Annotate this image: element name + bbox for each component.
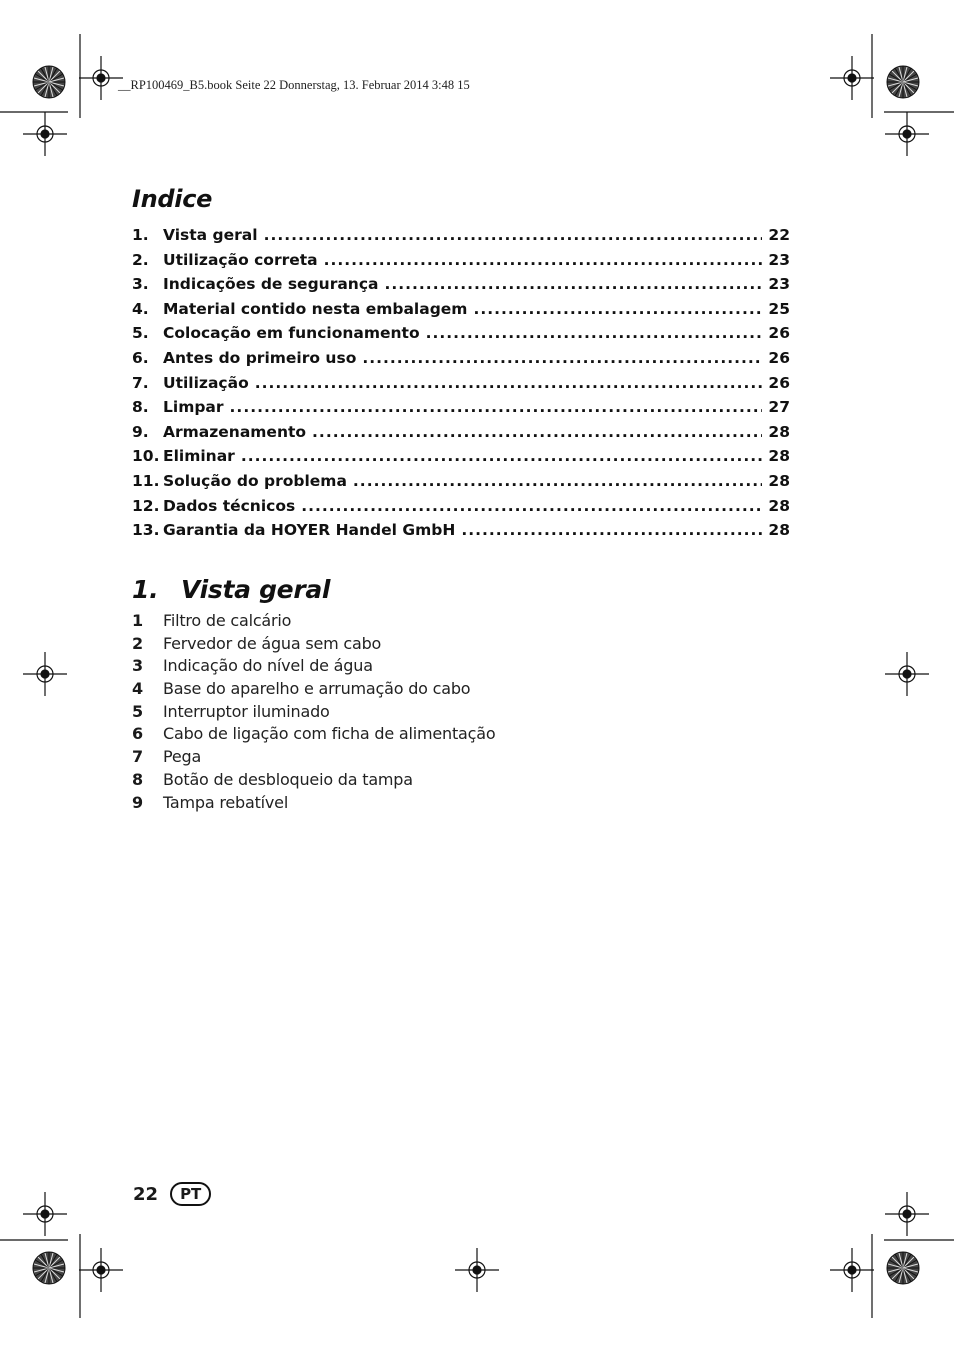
toc-entry-number: 7. (132, 373, 149, 392)
toc-leader-dots (324, 251, 762, 269)
toc-leader-dots (461, 521, 762, 539)
toc-entry (132, 349, 790, 374)
part-number: 6 (132, 724, 144, 744)
toc-entry-number: 8. (132, 398, 149, 417)
part-label: Tampa rebatível (163, 792, 289, 812)
language-badge: PT (170, 1182, 211, 1206)
toc-leader-dots (264, 226, 762, 244)
toc-entry-title: Antes do primeiro uso (163, 348, 357, 367)
part-item (132, 634, 495, 657)
toc-entry (132, 472, 790, 497)
toc-entry-number: 6. (132, 348, 149, 367)
toc-entry-title: Armazenamento (163, 422, 307, 441)
page-number: 22 (133, 1183, 159, 1205)
toc-entry (132, 521, 790, 546)
part-number: 4 (132, 679, 144, 699)
part-item (132, 656, 495, 679)
toc-entry-page: 22 (768, 226, 790, 244)
toc-entry-title: Utilização (163, 373, 249, 392)
toc-title: Indice (132, 185, 213, 213)
table-of-contents (132, 226, 790, 546)
toc-entry-page: 27 (768, 398, 790, 417)
toc-entry-title: Indicações de segurança (163, 275, 379, 294)
part-number: 7 (132, 747, 144, 767)
part-label: Pega (163, 747, 202, 767)
part-label: Base do aparelho e arrumação do cabo (163, 679, 471, 699)
toc-entry (132, 275, 790, 300)
toc-entry-number: 1. (132, 226, 149, 244)
part-item (132, 724, 495, 747)
color-registration-wheel (887, 66, 919, 98)
color-registration-wheel (33, 1252, 65, 1284)
toc-leader-dots (230, 398, 762, 416)
toc-entry (132, 324, 790, 349)
part-item (132, 793, 495, 816)
toc-entry-number: 9. (132, 422, 149, 441)
part-item (132, 747, 495, 770)
toc-entry-title: Colocação em funcionamento (163, 324, 420, 343)
toc-entry (132, 398, 790, 423)
part-item (132, 679, 495, 702)
toc-entry-page: 28 (768, 447, 790, 466)
part-number: 5 (132, 701, 144, 721)
toc-entry-page: 26 (768, 324, 790, 343)
part-item (132, 611, 495, 634)
part-number: 3 (132, 656, 144, 676)
toc-entry (132, 497, 790, 522)
toc-entry (132, 300, 790, 325)
toc-leader-dots (362, 349, 762, 367)
toc-entry (132, 226, 790, 251)
toc-entry-number: 12. (132, 496, 160, 515)
toc-entry-title: Solução do problema (163, 471, 347, 490)
overview-number: 1. (132, 575, 159, 604)
part-label: Filtro de calcário (163, 611, 292, 630)
toc-entry-page: 28 (768, 471, 790, 490)
toc-entry (132, 423, 790, 448)
toc-entry-page: 28 (768, 496, 790, 515)
part-label: Indicação do nível de água (163, 656, 373, 676)
part-number: 2 (132, 633, 144, 653)
overview-title (132, 575, 330, 604)
toc-entry-title: Eliminar (163, 447, 235, 466)
page-footer (133, 1182, 211, 1206)
part-number: 1 (132, 611, 144, 630)
part-label: Cabo de ligação com ficha de alimentação (163, 724, 496, 744)
part-number: 9 (132, 792, 144, 812)
part-label: Fervedor de água sem cabo (163, 633, 382, 653)
part-label: Botão de desbloqueio da tampa (163, 769, 413, 789)
toc-leader-dots (255, 374, 762, 392)
part-label: Interruptor iluminado (163, 701, 330, 721)
toc-entry-title: Dados técnicos (163, 496, 296, 515)
print-header: __RP100469_B5.book Seite 22 Donnerstag, 13. Februar 2014 3:48 15 (118, 78, 470, 92)
toc-entry-title: Utilização correta (163, 250, 318, 269)
toc-entry-page: 28 (768, 521, 790, 540)
toc-entry-title: Material contido nesta embalagem (163, 299, 468, 318)
color-registration-wheel (33, 66, 65, 98)
toc-leader-dots (353, 472, 762, 490)
toc-entry-title: Vista geral (163, 226, 258, 244)
toc-entry-title: Garantia da HOYER Handel GmbH (163, 521, 456, 540)
toc-entry-number: 4. (132, 299, 149, 318)
color-registration-wheel (887, 1252, 919, 1284)
toc-entry-page: 26 (768, 348, 790, 367)
toc-entry-page: 25 (768, 299, 790, 318)
toc-entry-title: Limpar (163, 398, 224, 417)
toc-entry-number: 13. (132, 521, 160, 540)
parts-list (132, 611, 495, 815)
toc-entry-number: 2. (132, 250, 149, 269)
toc-leader-dots (473, 300, 762, 318)
toc-leader-dots (385, 275, 763, 293)
toc-entry-number: 11. (132, 471, 160, 490)
part-item (132, 702, 495, 725)
toc-entry-number: 3. (132, 275, 149, 294)
toc-entry-number: 10. (132, 447, 160, 466)
part-item (132, 770, 495, 793)
toc-leader-dots (426, 324, 762, 342)
toc-entry-page: 28 (768, 422, 790, 441)
toc-leader-dots (301, 497, 762, 515)
toc-entry-page: 23 (768, 250, 790, 269)
toc-entry-page: 23 (768, 275, 790, 294)
toc-entry (132, 374, 790, 399)
overview-heading: Vista geral (181, 575, 331, 604)
toc-entry (132, 447, 790, 472)
toc-leader-dots (241, 447, 762, 465)
toc-entry (132, 251, 790, 276)
toc-entry-number: 5. (132, 324, 149, 343)
toc-entry-page: 26 (768, 373, 790, 392)
toc-leader-dots (312, 423, 762, 441)
part-number: 8 (132, 769, 144, 789)
